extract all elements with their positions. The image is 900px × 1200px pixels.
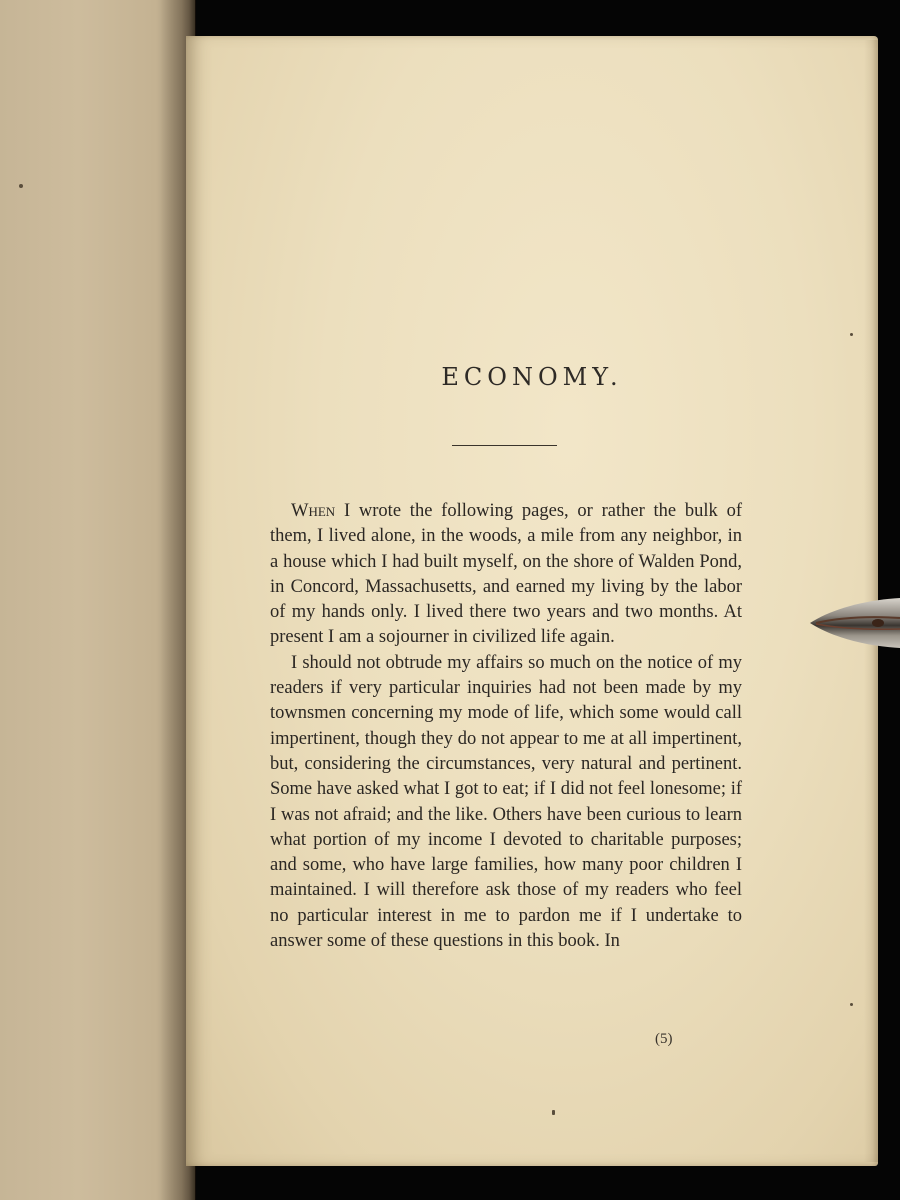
opening-word: When — [291, 501, 336, 521]
page-number: (5) — [655, 1031, 673, 1047]
chapter-title: ECONOMY. — [441, 363, 623, 391]
paragraph-text: I wrote the following pages, or rather the bulk of them, I lived alone, in the woods, a mile from any neighbor, in a house which I had built myself, on the shore of Walden Pond, in Concord, Massachusetts, and earned my living by the labor of my hands only. I lived there two years and two months. At present I am a sojourner in civilized life again. — [270, 501, 742, 648]
pen-nib-icon — [808, 596, 900, 650]
body-text — [270, 499, 742, 954]
paper-speck — [850, 333, 853, 336]
title-divider — [452, 445, 557, 446]
paragraph — [270, 499, 742, 651]
paper-speck — [19, 184, 23, 188]
paper-speck — [850, 1003, 853, 1006]
paper-speck — [552, 1110, 555, 1115]
paragraph: I should not obtrude my affairs so much on the notice of my readers if very particular inquiries had not been made by my townsmen concerning my mode of life, which some would call impertinent, though they do not appear to me at all impertinent, but, considering the circumstances, very natural and pertinent. Some have asked what I got to eat; if I did not feel lonesome; if I was not afraid; and the like. Others have been curious to learn what portion of my income I devoted to charitable purposes; and some, who have large families, how many poor children I maintained. I will therefore ask those of my readers who feel no particular interest in me to pardon me if I undertake to answer some of these questions in this book. In — [270, 652, 742, 952]
